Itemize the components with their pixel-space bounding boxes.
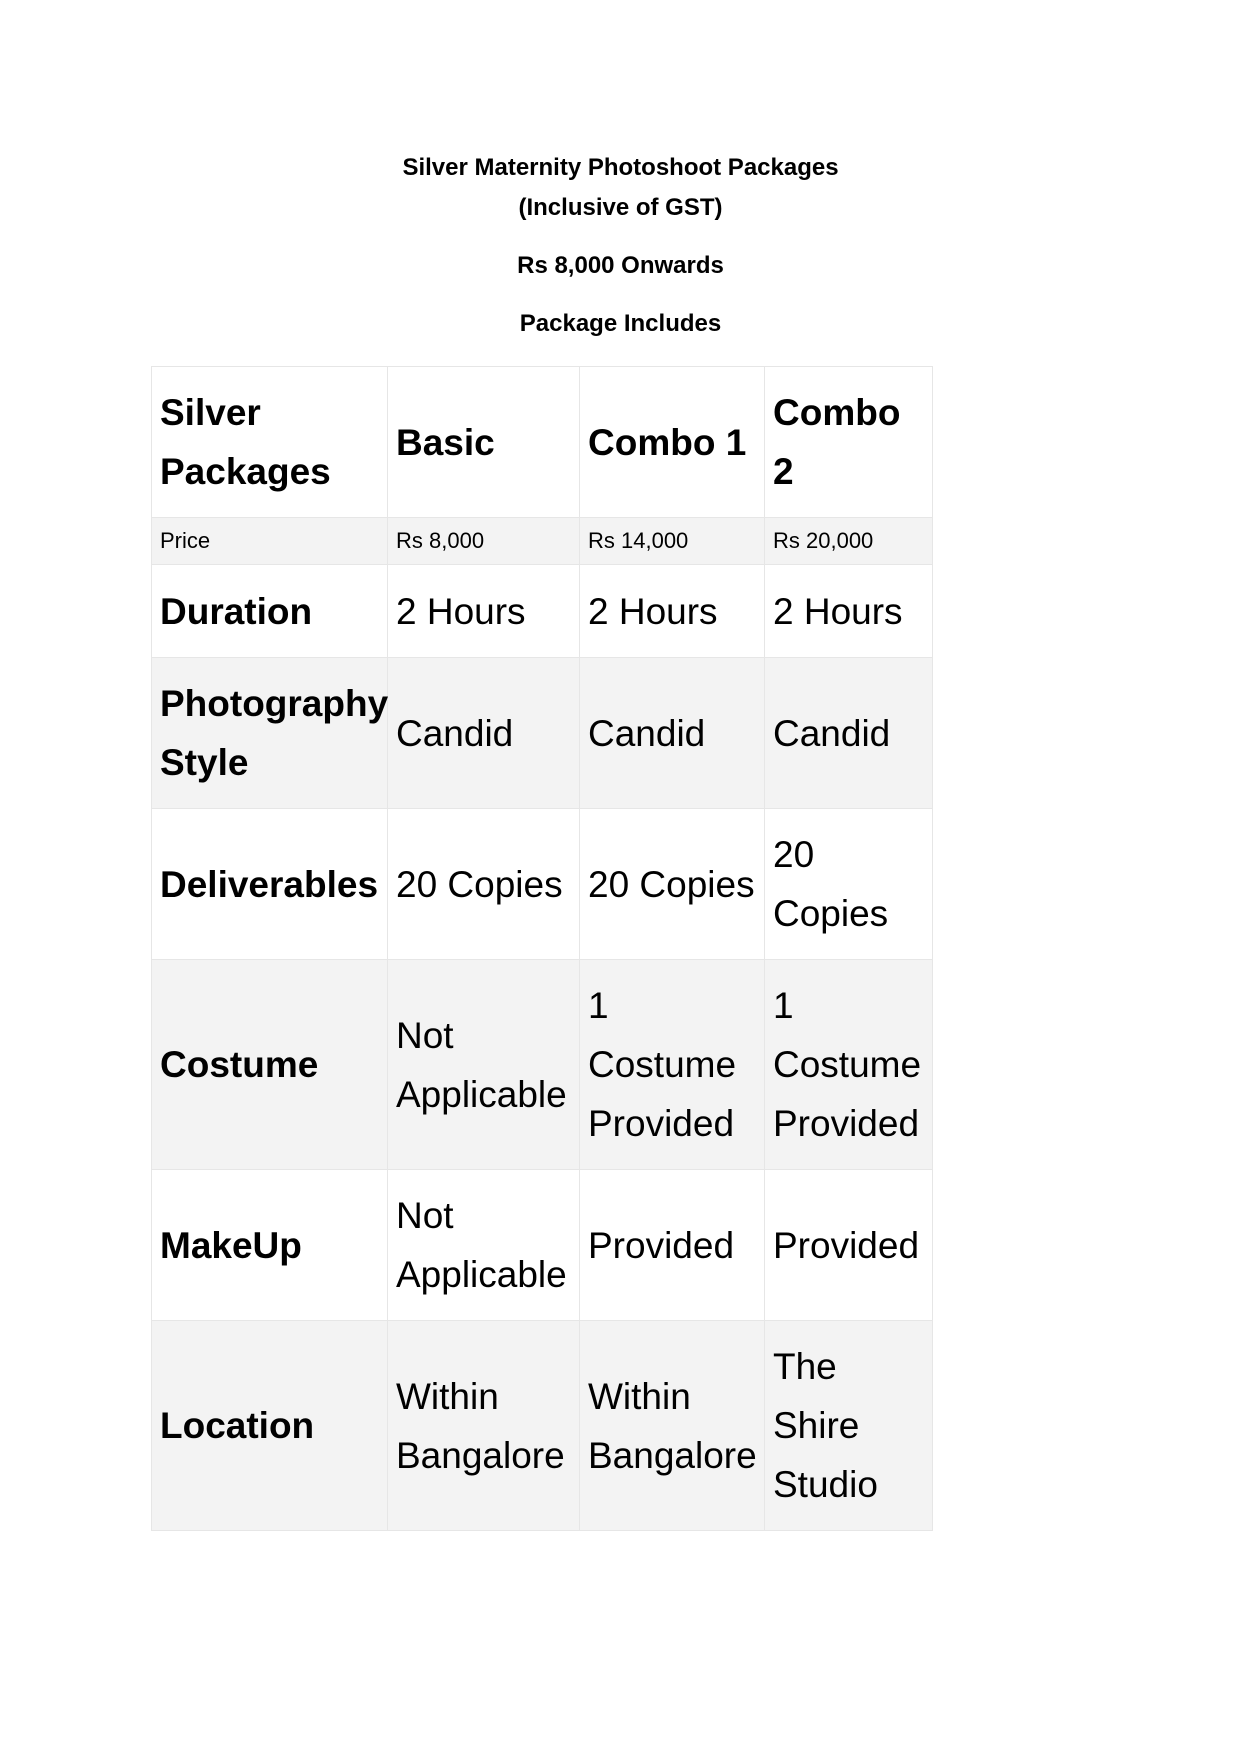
- table-cell: 2 Hours: [388, 565, 580, 658]
- table-row-costume: [152, 960, 933, 1170]
- table-row-makeup: [152, 1170, 933, 1321]
- table-cell: Within Bangalore: [388, 1321, 580, 1531]
- table-cell: Candid: [580, 658, 765, 809]
- table-cell: The Shire Studio: [765, 1321, 933, 1531]
- column-header-combo-2: Combo 2: [765, 367, 933, 518]
- table-row-price: [152, 518, 933, 565]
- row-label-deliverables: Deliverables: [152, 809, 388, 960]
- table-cell: Candid: [388, 658, 580, 809]
- page-subtitle: (Inclusive of GST): [518, 194, 723, 221]
- column-header-packages: Silver Packages: [152, 367, 388, 518]
- table-cell: 1 Costume Provided: [580, 960, 765, 1170]
- row-label-price: Price: [152, 518, 388, 565]
- table-row-duration: [152, 565, 933, 658]
- row-label-location: Location: [152, 1321, 388, 1531]
- row-label-costume: Costume: [152, 960, 388, 1170]
- table-cell: Not Applicable: [388, 1170, 580, 1321]
- table-cell: Rs 8,000: [388, 518, 580, 565]
- table-cell: 20 Copies: [580, 809, 765, 960]
- page-title: Silver Maternity Photoshoot Packages: [402, 154, 839, 181]
- row-label-makeup: MakeUp: [152, 1170, 388, 1321]
- row-label-duration: Duration: [152, 565, 388, 658]
- table-cell: 2 Hours: [765, 565, 933, 658]
- table-cell: Provided: [765, 1170, 933, 1321]
- row-label-photography-style: Photography Style: [152, 658, 388, 809]
- table-cell: Candid: [765, 658, 933, 809]
- package-includes-heading: Package Includes: [519, 310, 722, 337]
- column-header-combo-1: Combo 1: [580, 367, 765, 518]
- table-cell: 20 Copies: [388, 809, 580, 960]
- table-cell: 2 Hours: [580, 565, 765, 658]
- packages-table: [151, 366, 933, 1531]
- starting-price: Rs 8,000 Onwards: [517, 252, 724, 279]
- table-cell: 20 Copies: [765, 809, 933, 960]
- column-header-basic: Basic: [388, 367, 580, 518]
- table-cell: Rs 14,000: [580, 518, 765, 565]
- table-header-row: [152, 367, 933, 518]
- table-cell: Rs 20,000: [765, 518, 933, 565]
- table-cell: 1 Costume Provided: [765, 960, 933, 1170]
- table-cell: Within Bangalore: [580, 1321, 765, 1531]
- table-row-deliverables: [152, 809, 933, 960]
- table-row-location: [152, 1321, 933, 1531]
- table-cell: Provided: [580, 1170, 765, 1321]
- table-row-photography-style: [152, 658, 933, 809]
- table-cell: Not Applicable: [388, 960, 580, 1170]
